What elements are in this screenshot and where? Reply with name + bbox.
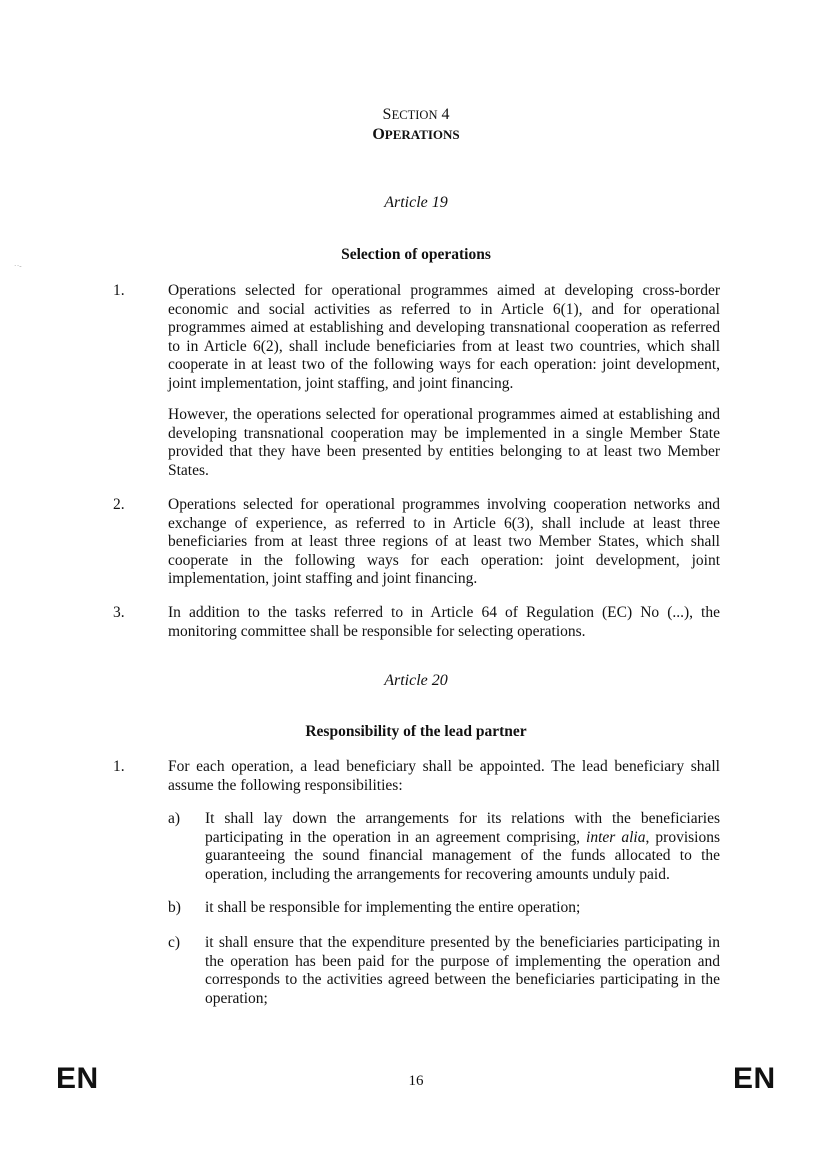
section-number: 4 [441, 106, 450, 123]
section-label-initial: S [382, 106, 392, 123]
section-title-rest: PERATIONS [384, 127, 460, 142]
article-19-item-1-number: 1. [113, 282, 125, 299]
article-20-subitem-a-letter: a) [168, 810, 181, 827]
subitem-a-text-after: , provisions guaranteeing the sound financial management of the funds allocated to the operation, including the arrangements for recovering amounts unduly paid. [205, 828, 720, 883]
article-20-item-1-text: For each operation, a lead beneficiary shall be appointed. The lead beneficiary shall assume the following responsibilities: [168, 758, 720, 794]
section-label-rest: ECTION [391, 108, 438, 122]
article-19-item-2-number: 2. [113, 496, 125, 513]
scan-artifact: · ·‐ [14, 262, 22, 270]
article-20-subitem-b-text: it shall be responsible for implementing the entire operation; [205, 899, 581, 916]
footer-language-right: EN [733, 1062, 776, 1095]
subitem-a-text-before: It shall lay down the arrangements for its relations with the beneficiaries participating in the operation in an agreement comprising, [205, 810, 720, 846]
article-20-subitem-c-text: it shall ensure that the expenditure presented by the beneficiaries participating in the operation has been paid for the purpose of implementing the operation and corresponds to the activities agreed between the beneficiaries participating in the operation; [205, 934, 720, 1007]
article-19-item-3-number: 3. [113, 604, 125, 621]
article-19-heading: Selection of operations [341, 246, 491, 263]
article-20-heading: Responsibility of the lead partner [305, 723, 527, 740]
article-19-item-1-para-2: However, the operations selected for operational programmes aimed at establishing and developing transnational cooperation may be implemented in a single Member State provided that they have been presented by entities belonging to at least two Member States. [168, 406, 720, 479]
article-19-item-2-para-1: Operations selected for operational programmes involving cooperation networks and exchange of experience, as referred to in Article 6(3), shall include at least three beneficiaries from at least three regions of at least two Member States, which shall cooperate in the following ways for each operation: joint development, joint implementation, joint staffing and joint financing. [168, 496, 720, 587]
article-20-item-1-number: 1. [113, 758, 125, 775]
page-number: 16 [408, 1073, 424, 1089]
article-20-subitem-b-letter: b) [168, 899, 181, 916]
article-20-label: Article 20 [384, 672, 448, 689]
subitem-a-italic: inter alia [586, 828, 646, 846]
article-20-subitem-c-letter: c) [168, 934, 181, 951]
article-20-subitem-a-text [205, 810, 720, 884]
article-19-item-3-para-1: In addition to the tasks referred to in Article 64 of Regulation (EC) No (...), the monitoring committee shall be responsible for selecting operations. [168, 604, 720, 640]
article-19-label: Article 19 [384, 194, 448, 211]
article-19-item-1-para-1: Operations selected for operational programmes aimed at developing cross-border economic and social activities as referred to in Article 6(1), and for operational programmes aimed at establishing and developing transnational cooperation as referred to in Article 6(2), shall include beneficiaries from at least two countries, which shall cooperate in at least two of the following ways for each operation: joint development, joint implementation, joint staffing, and joint financing. [168, 282, 720, 392]
section-title-initial: O [372, 126, 385, 143]
footer-language-left: EN [56, 1062, 99, 1095]
section-label [0, 106, 832, 124]
section-title [0, 126, 832, 144]
